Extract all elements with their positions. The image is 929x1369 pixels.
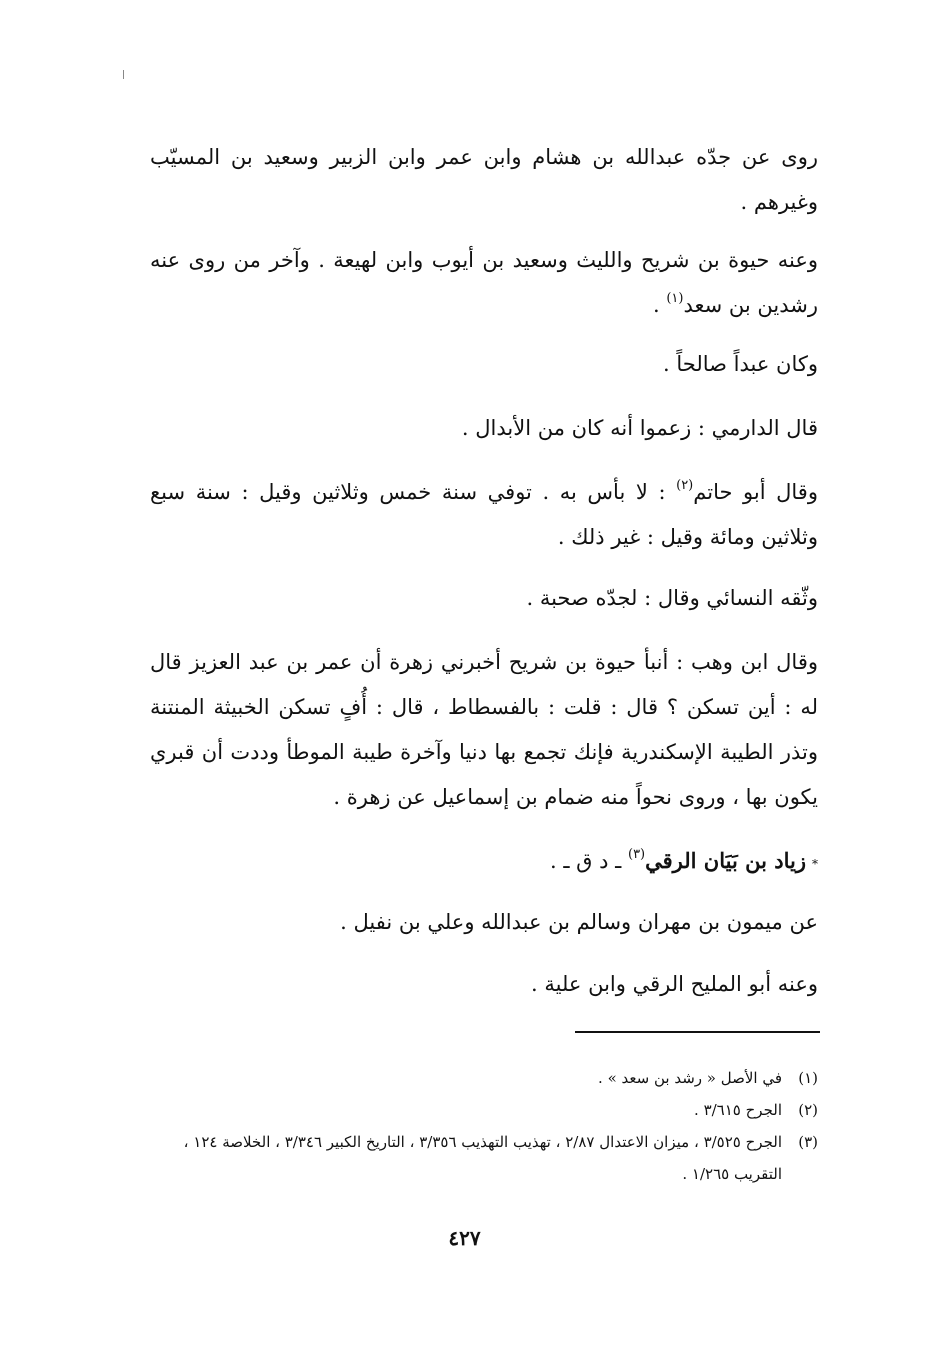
paragraph-text: وقال أبو حاتم — [693, 480, 818, 504]
entry-heading — [150, 838, 818, 887]
paragraph-text: روى عن جدّه عبدالله بن هشام وابن عمر وابن الزبير وسعيد بن المسيّب وغيرهم . — [150, 145, 818, 214]
footnote-text: في الأصل « رشد بن سعد » . — [598, 1069, 782, 1087]
paragraph-tail: : لا بأس به . توفي سنة خمس وثلاثين وقيل : سنة سبع وثلاثين ومائة وقيل : غير ذلك . — [150, 480, 818, 549]
paragraph-text: وعنه أبو المليح الرقي وابن علية . — [531, 972, 818, 996]
paragraph-text: وقال ابن وهب : أنبأ حيوة بن شريح أخبرني زهرة أن عمر بن عبد العزيز قال له : أين تسكن ؟ قال : قلت : بالفسطاط ، قال : أُفٍ تسكن الخبيثة المنتنة وتذر الطيبة الإسكندرية فإنك تجمع بها دنيا وآخرة طيبة الموطأ وددت أن قبري يكون بها ، وروى نحواً منه ضمام بن إسماعيل عن زهرة . — [150, 650, 818, 809]
paragraph-8 — [150, 900, 818, 945]
footnote-ref-2[interactable]: (٢) — [676, 478, 694, 493]
paragraph-2 — [150, 238, 818, 328]
paragraph-3 — [150, 342, 818, 387]
footnote-ref-1[interactable]: (١) — [666, 291, 684, 306]
paragraph-text-container — [150, 470, 818, 560]
paragraph-5 — [150, 470, 818, 560]
paragraph-6 — [150, 576, 818, 621]
paragraph-7 — [150, 640, 818, 820]
footnote-2 — [150, 1094, 818, 1126]
entry-name: زياد بن بَيَان الرقي — [645, 848, 806, 873]
entry-heading-line — [150, 838, 818, 887]
paragraph-tail: . — [652, 293, 660, 317]
footnote-3 — [150, 1126, 818, 1190]
paragraph-text: وثّقه النسائي وقال : لجدّه صحبة . — [526, 586, 818, 610]
paragraph-9 — [150, 962, 818, 1007]
margin-mark — [123, 70, 124, 79]
footnotes — [150, 1062, 818, 1190]
footnote-ref-3[interactable]: (٣) — [627, 847, 646, 862]
entry-marker: * — [812, 857, 818, 871]
footnote-text: الجرح ٣/٥٢٥ ، ميزان الاعتدال ٢/٨٧ ، تهذيب التهذيب ٣/٣٥٦ ، التاريخ الكبير ٣/٣٤٦ ، الخلاصة ١٢٤ ، التقريب ١/٢٦٥ . — [183, 1133, 782, 1183]
footnote-1 — [150, 1062, 818, 1094]
entry-suffix: ـ د ق ـ . — [549, 849, 622, 873]
footnote-text: الجرح ٣/٦١٥ . — [694, 1101, 782, 1119]
footnote-number: (٣) — [798, 1133, 818, 1151]
paragraph-text: قال الدارمي : زعموا أنه كان من الأبدال . — [461, 416, 818, 440]
paragraph-text-container — [150, 238, 818, 328]
paragraph-text: وعنه حيوة بن شريح والليث وسعيد بن أيوب وابن لهيعة . وآخر من روى عنه رشدين بن سعد — [150, 248, 818, 317]
footnote-number: (١) — [798, 1069, 818, 1087]
paragraph-4 — [150, 406, 818, 451]
footnote-number: (٢) — [798, 1101, 818, 1119]
paragraph-text: عن ميمون بن مهران وسالم بن عبدالله وعلي بن نفيل . — [340, 910, 818, 934]
paragraph-1 — [150, 135, 818, 225]
paragraph-text: وكان عبداً صالحاً . — [663, 352, 818, 376]
footnote-separator — [575, 1031, 820, 1033]
page-number: ٤٢٧ — [448, 1226, 481, 1250]
